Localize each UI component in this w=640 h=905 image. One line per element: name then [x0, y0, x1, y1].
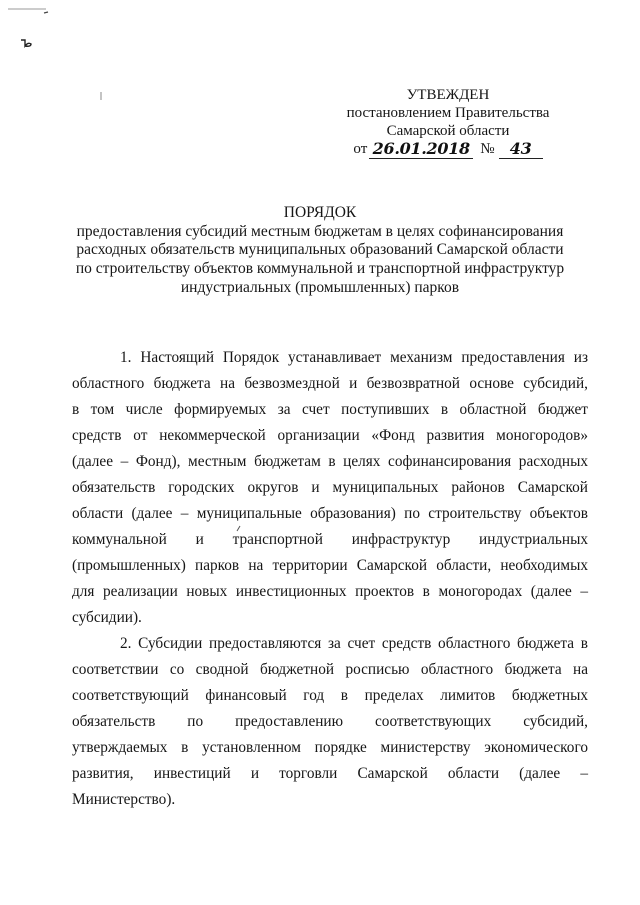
approval-block: [330, 86, 566, 158]
paragraph-line: для реализации новых инвестиционных проектов в моногородах (далее –: [72, 583, 588, 600]
date-prefix: от: [353, 141, 368, 157]
paragraph-line: утверждаемых в установленном порядке министерству экономического: [72, 739, 588, 756]
paragraph-line: обязательств по предоставлению соответствующих субсидий,: [72, 713, 588, 730]
paragraph-line: развития, инвестиций и торговли Самарской области (далее –: [72, 765, 588, 782]
title-line: предоставления субсидий местным бюджетам в целях софинансирования: [76, 222, 564, 240]
paragraph-line: 2. Субсидии предоставляются за счет средств областного бюджета в: [120, 635, 588, 652]
paragraph-1: [72, 345, 588, 631]
title-line: расходных обязательств муниципальных образований Самарской области: [76, 241, 564, 259]
paragraph-line: области (далее – муниципальные образования) по строительству объектов: [72, 505, 588, 522]
paragraph-line: соответствии со сводной бюджетной росписью областного бюджета на: [72, 661, 588, 678]
document-title: [60, 204, 580, 297]
handwritten-date: 26.01.2018: [369, 139, 473, 159]
approval-date-line: [330, 140, 566, 158]
paragraph-line: областного бюджета на безвозмездной и безвозвратной основе субсидий,: [72, 375, 588, 392]
pen-mark: [21, 40, 31, 46]
paragraph-line: обязательств городских округов и муниципальных районов Самарской: [72, 479, 588, 496]
paragraph-line: в том числе формируемых за счет поступивших в областной бюджет: [72, 401, 588, 418]
title-line: индустриальных (промышленных) парков: [180, 278, 460, 296]
paragraph-line: Министерство).: [72, 791, 176, 808]
paragraph-line: (промышленных) парков на территории Самарской области, необходимых: [72, 557, 588, 574]
approval-heading: УТВЕЖДЕН: [406, 87, 490, 103]
scan-mark: [44, 12, 48, 13]
approval-line-2: Самарской области: [386, 123, 510, 139]
paragraph-line: (далее – Фонд), местным бюджетам в целях софинансирования расходных: [72, 453, 588, 470]
paragraph-line: 1. Настоящий Порядок устанавливает механизм предоставления из: [120, 349, 588, 366]
title-heading: ПОРЯДОК: [283, 204, 357, 221]
paragraph-2: [72, 631, 588, 813]
paragraph-line: средств от некоммерческой организации «Фонд развития моногородов»: [72, 427, 588, 444]
document-body: [72, 345, 588, 813]
approval-line-1: постановлением Правительства: [346, 105, 550, 121]
paragraph-line: субсидии).: [72, 609, 142, 626]
paragraph-line: соответствующий финансовый год в пределах лимитов бюджетных: [72, 687, 588, 704]
paragraph-line: коммунальной и транспортной инфраструктур индустриальных: [72, 531, 588, 548]
handwritten-number: 43: [499, 139, 543, 159]
title-line: по строительству объектов коммунальной и транспортной инфраструктур: [75, 260, 565, 278]
number-sign: №: [480, 141, 495, 157]
